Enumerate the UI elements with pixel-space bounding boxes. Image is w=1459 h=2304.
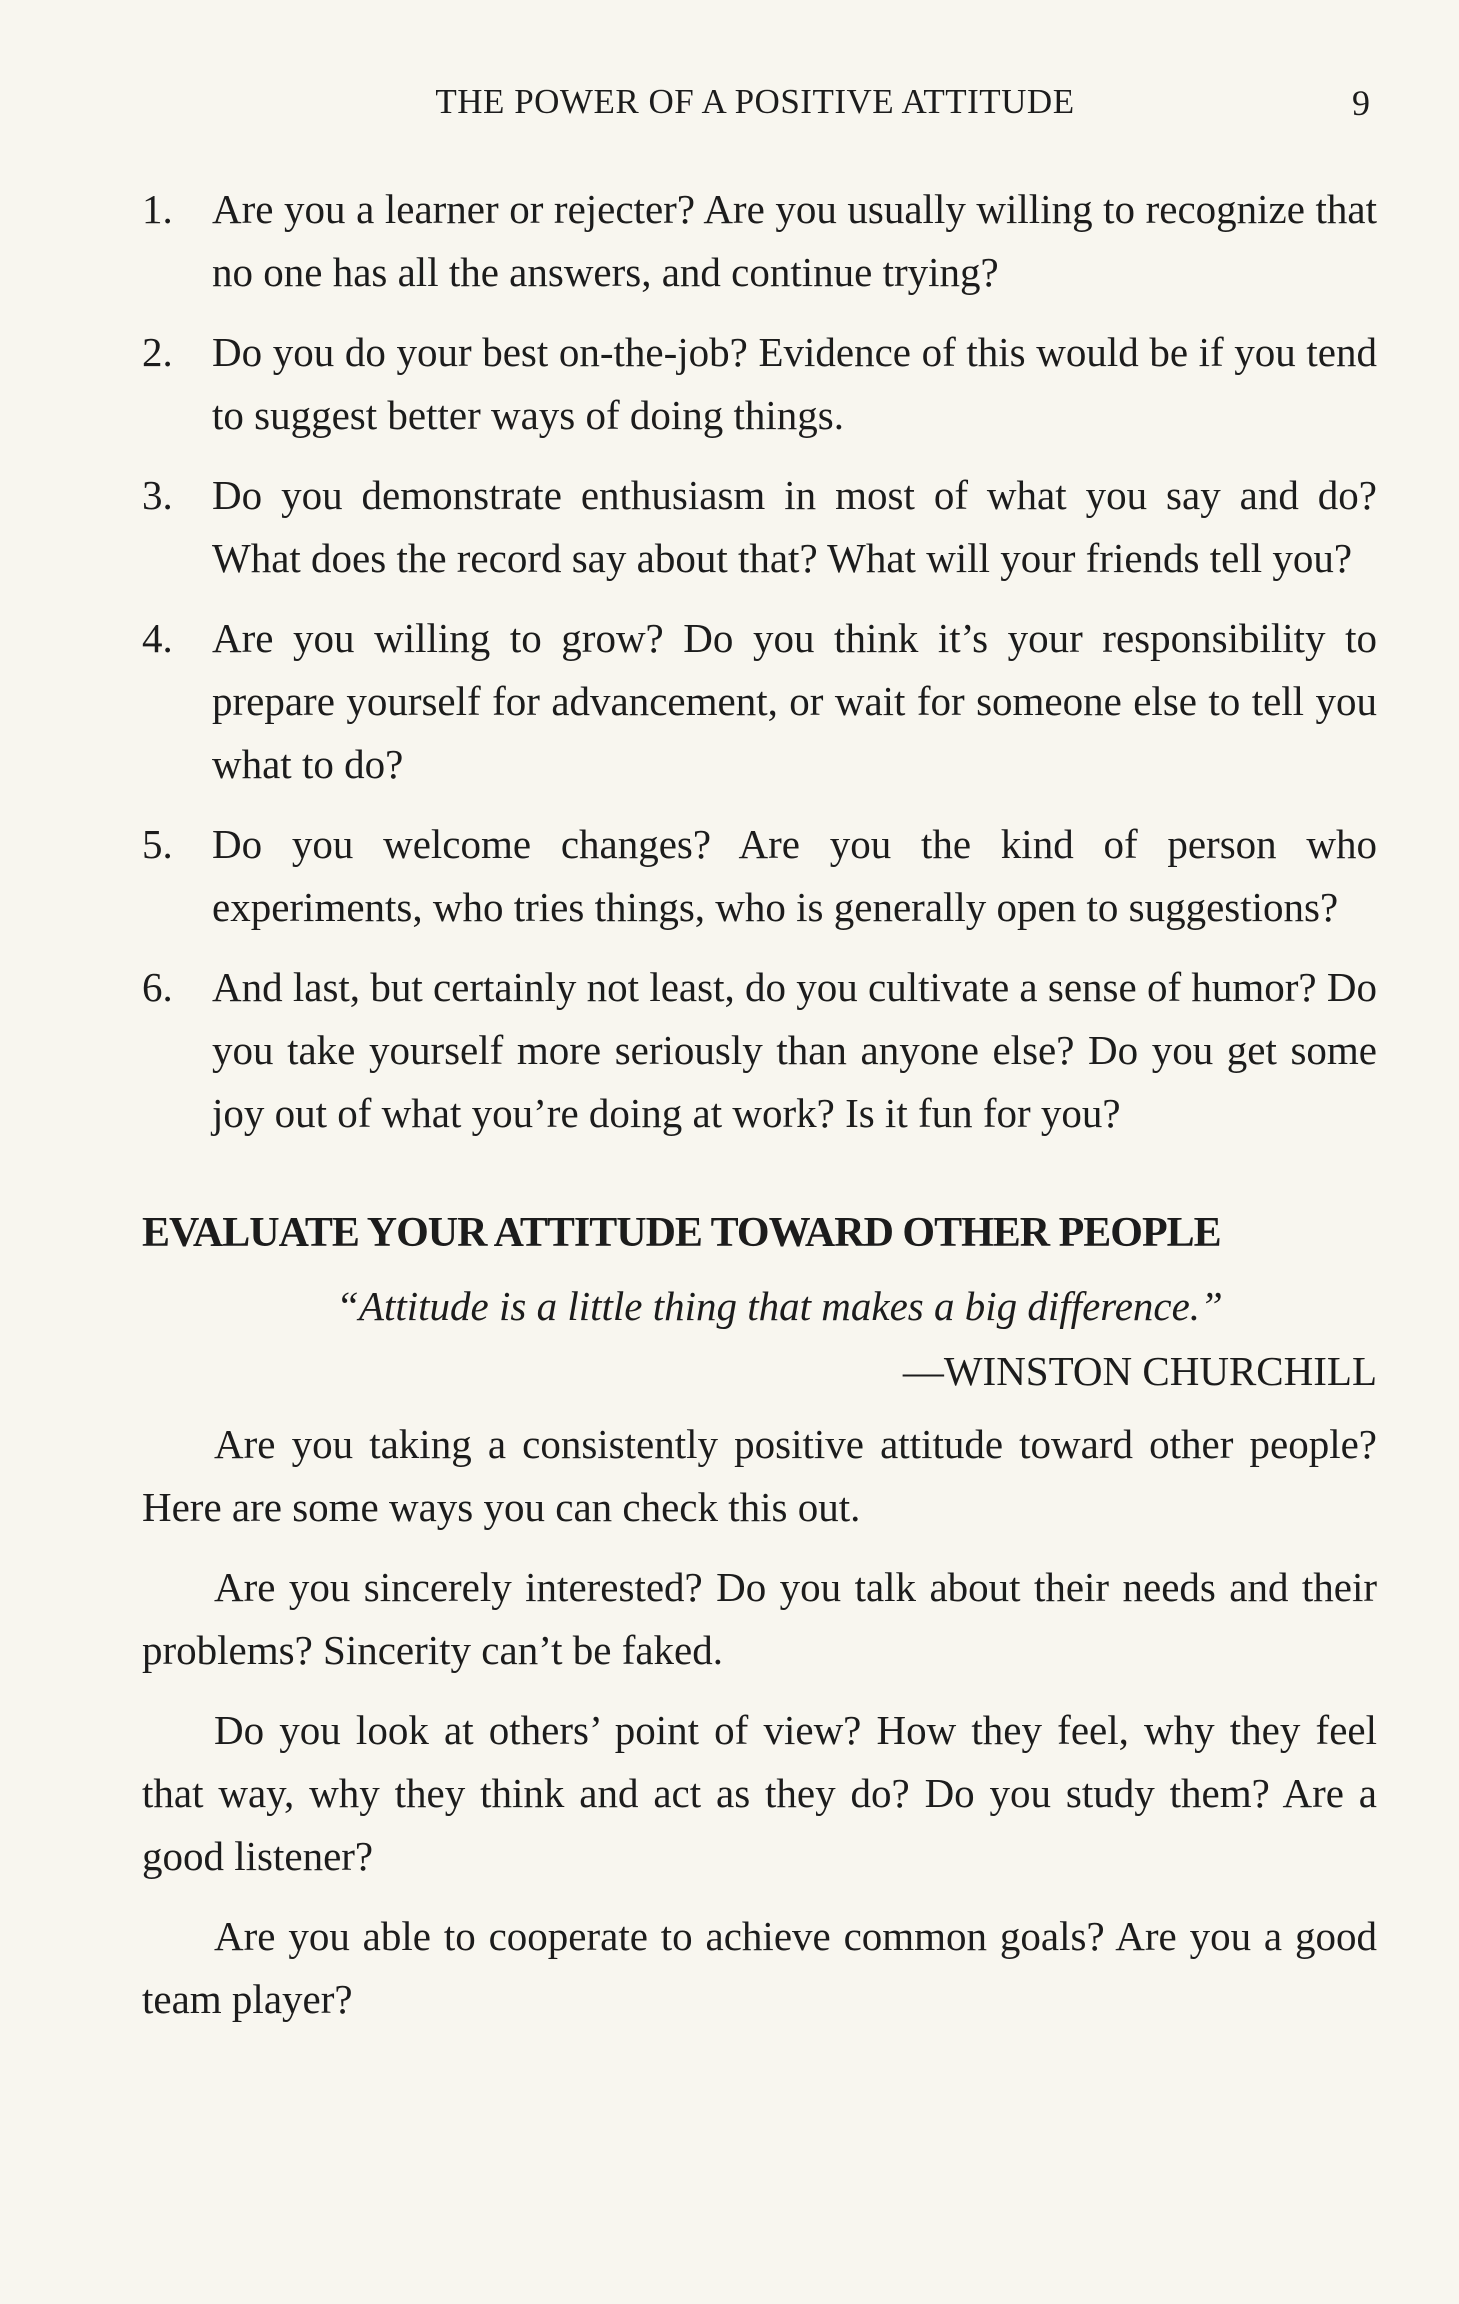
list-item-text: Do you do your best on-the-job? Evidence of this would be if you tend to suggest better ways of doing things. — [212, 329, 1377, 438]
list-item — [142, 956, 1377, 1145]
list-item — [142, 813, 1377, 939]
list-item-number: 5. — [142, 821, 173, 867]
list-item-text: Are you willing to grow? Do you think it’s your responsibility to prepare yourself for advancement, or wait for someone else to tell you what to do? — [212, 615, 1377, 787]
running-head — [140, 82, 1370, 132]
body-paragraph: Do you look at others’ point of view? How they feel, why they feel that way, why they think and act as they do? Do you study them? Are a good listener? — [142, 1707, 1377, 1879]
list-item — [142, 464, 1377, 590]
list-item-number: 6. — [142, 964, 173, 1010]
list-item-number: 4. — [142, 615, 173, 661]
running-title: THE POWER OF A POSITIVE ATTITUDE — [435, 82, 1075, 121]
list-item-number: 3. — [142, 472, 173, 518]
list-item — [142, 178, 1377, 304]
list-item-number: 2. — [142, 329, 173, 375]
list-item — [142, 321, 1377, 447]
epigraph-attribution: —WINSTON CHURCHILL — [902, 1348, 1377, 1394]
list-item-number: 1. — [142, 186, 173, 232]
epigraph-quote: “Attitude is a little thing that makes a big difference.” — [336, 1283, 1223, 1329]
list-item-text: And last, but certainly not least, do you cultivate a sense of humor? Do you take yourself more seriously than anyone else? Do you get some joy out of what you’re doing at work? Is it fun for you? — [212, 964, 1377, 1136]
body-paragraph: Are you sincerely interested? Do you talk about their needs and their problems? Sincerity can’t be faked. — [142, 1564, 1377, 1673]
section-heading: EVALUATE YOUR ATTITUDE TOWARD OTHER PEOPLE — [142, 1210, 1221, 1256]
page-body — [142, 178, 1377, 2031]
attitude-question-list — [142, 178, 1377, 1145]
body-paragraph: Are you able to cooperate to achieve common goals? Are you a good team player? — [142, 1913, 1377, 2022]
body-paragraph: Are you taking a consistently positive attitude toward other people? Here are some ways you can check this out. — [142, 1421, 1377, 1530]
list-item-text: Do you demonstrate enthusiasm in most of what you say and do? What does the record say about that? What will your friends tell you? — [212, 472, 1377, 581]
list-item — [142, 607, 1377, 796]
page-number: 9 — [1352, 83, 1370, 123]
list-item-text: Are you a learner or rejecter? Are you usually willing to recognize that no one has all the answers, and continue trying? — [212, 186, 1377, 295]
list-item-text: Do you welcome changes? Are you the kind of person who experiments, who tries things, who is generally open to suggestions? — [212, 821, 1377, 930]
